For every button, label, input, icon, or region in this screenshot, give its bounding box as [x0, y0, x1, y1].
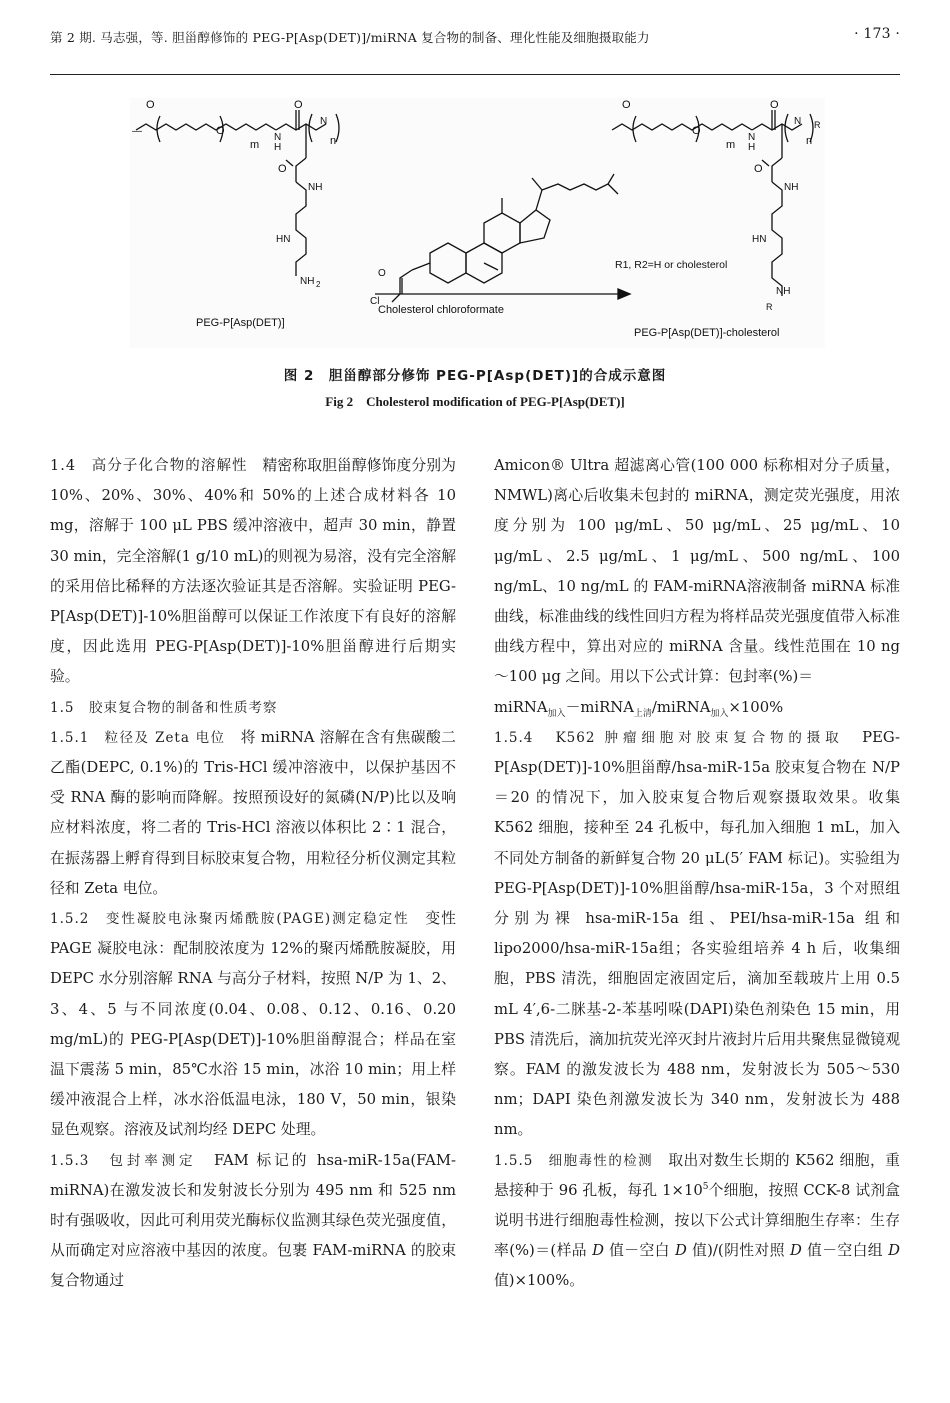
section-1-5-4-heading: 1.5.4 K562 肿瘤细胞对胶束复合物的摄取 — [494, 729, 844, 746]
svg-text:HN: HN — [276, 234, 291, 245]
svg-text:O: O — [278, 163, 287, 175]
label-n-right: n — [806, 135, 813, 147]
section-1-5-2-body: 变性 PAGE 凝胶电泳：配制胶浓度为 12%的聚丙烯酰胺凝胶，用 DEPC 水分别溶解 RNA 与高分子材料，按照 N/P 为 1、2、3、4、5 与不同浓度(0.04、0.08、0.12、0.16、0.20 mg/mL)的 PEG-P[Asp(DET)]-10%胆甾醇混合；样品在室温下震荡 5 min，85℃水浴 15 min，冰浴 10 min；用上样缓冲液混合上样，冰水浴低温电泳，180 V，50 min，银染显色观察。溶液及试剂均经 DEPC 处理。 — [50, 910, 456, 1139]
section-1-5-2 — [50, 904, 456, 1146]
synthesis-scheme-svg — [130, 98, 825, 348]
page-number: · 173 · — [854, 26, 900, 42]
svg-text:H: H — [748, 142, 756, 153]
section-1-5-5-body: 值－空白组 — [801, 1242, 889, 1260]
svg-text:N: N — [748, 132, 756, 143]
variable-d: D — [790, 1242, 802, 1260]
svg-text:N: N — [794, 116, 802, 127]
formula-part: －miRNA — [565, 698, 634, 716]
section-1-5-5-body: 个细胞，按照 CCK-8 试剂盒说明书进行细胞毒性检测，按以下公式计算细胞生存率：生存率(%)＝(样品 — [494, 1181, 900, 1260]
label-n-left: n — [330, 135, 337, 147]
variable-d: D — [674, 1242, 687, 1260]
substituent-note: R1, R2=H or cholesterol — [615, 259, 728, 271]
section-1-5-3-body: FAM 标记的 hsa-miR-15a(FAM-miRNA)在激发波长和发射波长分别为 495 nm 和 525 nm 时有强吸收，因此可利用荧光酶标仪监测其绿色荧光强度值，从而确定对应溶液中基因的浓度。包裹 FAM-miRNA 的胶束复合物通过 — [50, 1151, 456, 1290]
formula-part: miRNA — [494, 698, 548, 716]
formula-sub: 加入 — [710, 708, 729, 719]
formula-sub: 加入 — [547, 708, 566, 719]
svg-text:O: O — [378, 268, 386, 279]
section-1-4-heading: 1.4 高分子化合物的溶解性 — [50, 458, 248, 474]
section-1-5-4-body: PEG-P[Asp(DET)]-10%胆甾醇/hsa-miR-15a 胶束复合物在 N/P＝20 的情况下，加入胶束复合物后观察摄取效果。收集 K562 细胞，接种至 24 孔板中，每孔加入细胞 1 mL，加入不同处方制备的新鲜复合物 20 μL(5′ FAM 标记)。实验组为 PEG-P[Asp(DET)]-10%胆甾醇/hsa-miR-15a，3 个对照组分别为裸 hsa-miR-15a 组、PEI/hsa-miR-15a 组和 lipo2000/hsa-miR-15a组；各实验组培养 4 h 后，收集细胞，PBS 清洗，细胞固定液固定后，滴加至载玻片上用 0.5 mL 4′,6-二脒基-2-苯基吲哚(DAPI)染色剂染色 15 min，用 PBS 清洗后，滴加抗荧光淬灭封片液封片后用共聚焦显微镜观察。FAM 的激发波长为 488 nm，发射波长为 505～530 nm；DAPI 染色剂激发波长为 340 nm，发射波长为 488 nm。 — [494, 728, 900, 1139]
right-compound-name: PEG-P[Asp(DET)]-cholesterol — [634, 327, 780, 339]
left-compound-name: PEG-P[Asp(DET)] — [196, 317, 285, 329]
svg-text:H: H — [274, 142, 282, 153]
svg-text:O: O — [294, 99, 303, 111]
right-column — [494, 451, 900, 1297]
label-m-left: m — [250, 139, 260, 151]
section-1-5-1-heading: 1.5.1 粒径及 Zeta 电位 — [50, 729, 226, 746]
section-1-5-heading: 1.5 胶束复合物的制备和性质考察 — [50, 699, 278, 716]
svg-text:R: R — [766, 302, 773, 312]
svg-text:NH: NH — [308, 182, 323, 193]
variable-d: D — [888, 1242, 900, 1260]
reagent-label: Cholesterol chloroformate — [378, 304, 504, 316]
svg-text:O: O — [770, 99, 779, 111]
section-1-5-5-body: 值)/(阴性对照 — [686, 1242, 791, 1260]
header-rule — [50, 74, 900, 75]
section-1-5-3-cont-body: Amicon® Ultra 超滤离心管(100 000 标称相对分子质量，NMWL)离心后收集未包封的 miRNA，测定荧光强度，用浓度分别为 100 μg/mL、50 μg/mL、25 μg/mL、10 μg/mL、2.5 μg/mL、1 μg/mL、500 ng/mL、100 ng/mL、10 ng/mL 的 FAM-miRNA溶液制备 miRNA 标准曲线，标准曲线的线性回归方程为将样品荧光强度值带入标准曲线方程中，算出对应的 miRNA 含量。线性范围在 10 ng～100 μg 之间。用以下公式计算：包封率(%)＝ — [494, 457, 900, 686]
section-1-5-3-continued — [494, 451, 900, 693]
formula-part: /miRNA — [651, 698, 711, 716]
section-1-5-5-body: 值－空白 — [603, 1242, 675, 1260]
figure-caption-cn: 图 2 胆甾醇部分修饰 PEG-P[Asp(DET)]的合成示意图 — [283, 368, 667, 384]
svg-text:2: 2 — [316, 280, 321, 289]
cholesterol-skeleton — [392, 174, 618, 302]
svg-text:NH: NH — [776, 286, 791, 297]
formula-sub: 上清 — [633, 708, 652, 719]
svg-text:O: O — [692, 125, 701, 137]
formula-part: ×100% — [728, 698, 784, 716]
svg-text:NH: NH — [784, 182, 799, 193]
section-1-5-5-body: 值)×100%。 — [494, 1272, 585, 1290]
section-1-5-5-heading: 1.5.5 细胞毒性的检测 — [494, 1152, 654, 1169]
journal-running-title: 第 2 期. 马志强，等. 胆甾醇修饰的 PEG-P[Asp(DET)]/miRNA 复合物的制备、理化性能及细胞摄取能力 — [50, 30, 650, 45]
svg-text:O: O — [216, 125, 225, 137]
svg-text:O: O — [146, 99, 155, 111]
svg-text:N: N — [320, 116, 328, 127]
section-1-5-1-body: 将 miRNA 溶解在含有焦碳酸二乙酯(DEPC, 0.1%)的 Tris-HCl 缓冲溶液中，以保护基因不受 RNA 酶的影响而降解。按照预设好的氮磷(N/P)比以及响应材料浓度，将二者的 Tris-HCl 溶液以体积比 2∶1 混合，在振荡器上孵育得到目标胶束复合物，用粒径分析仪测定其粒径和 Zeta 电位。 — [50, 728, 456, 897]
label-m-right: m — [726, 139, 736, 151]
figure-caption-en: Fig 2 Cholesterol modification of PEG-P[Asp(DET)] — [325, 394, 625, 409]
synthesis-scheme-figure — [130, 98, 825, 348]
section-1-5-4 — [494, 723, 900, 1146]
svg-text:O: O — [754, 163, 763, 175]
left-backbone — [276, 124, 326, 130]
svg-text:R: R — [814, 120, 821, 130]
svg-text:Cl: Cl — [370, 296, 380, 307]
section-1-5-2-heading: 1.5.2 变性凝胶电泳聚丙烯酰胺(PAGE)测定稳定性 — [50, 911, 410, 928]
encapsulation-formula — [494, 693, 900, 723]
variable-d: D — [592, 1242, 604, 1260]
left-n-bracket-close — [336, 114, 339, 142]
section-1-5 — [50, 693, 456, 723]
section-1-5-5-body: 取出对数生长期的 K562 细胞，重悬接种于 96 孔板，每孔 1×10 — [494, 1151, 900, 1199]
svg-text:HN: HN — [752, 234, 767, 245]
svg-text:NH: NH — [300, 276, 315, 287]
section-1-4 — [50, 451, 456, 693]
section-1-5-5 — [494, 1146, 900, 1297]
section-1-5-3-heading: 1.5.3 包封率测定 — [50, 1152, 197, 1169]
section-1-4-body: 精密称取胆甾醇修饰度分别为 10%、20%、30%、40%和 50%的上述合成材料各 10 mg，溶解于 100 μL PBS 缓冲溶液中，超声 30 min，静置 30 min，完全溶解(1 g/10 mL)的则视为易溶，没有完全溶解的采用倍比稀释的方法逐次验证其是否溶解。实验证明 PEG-P[Asp(DET)]-10%胆甾醇可以保证工作浓度下有良好的溶解度，因此选用 PEG-P[Asp(DET)]-10%胆甾醇进行后期实验。 — [50, 457, 456, 686]
svg-text:—: — — [132, 126, 142, 137]
svg-text:N: N — [274, 132, 282, 143]
exponent: 5 — [702, 1181, 709, 1192]
svg-text:O: O — [622, 99, 631, 111]
section-1-5-3 — [50, 1146, 456, 1297]
left-column — [50, 451, 456, 1297]
running-header — [50, 22, 900, 48]
section-1-5-1 — [50, 723, 456, 904]
reaction-arrow-head — [618, 289, 630, 299]
